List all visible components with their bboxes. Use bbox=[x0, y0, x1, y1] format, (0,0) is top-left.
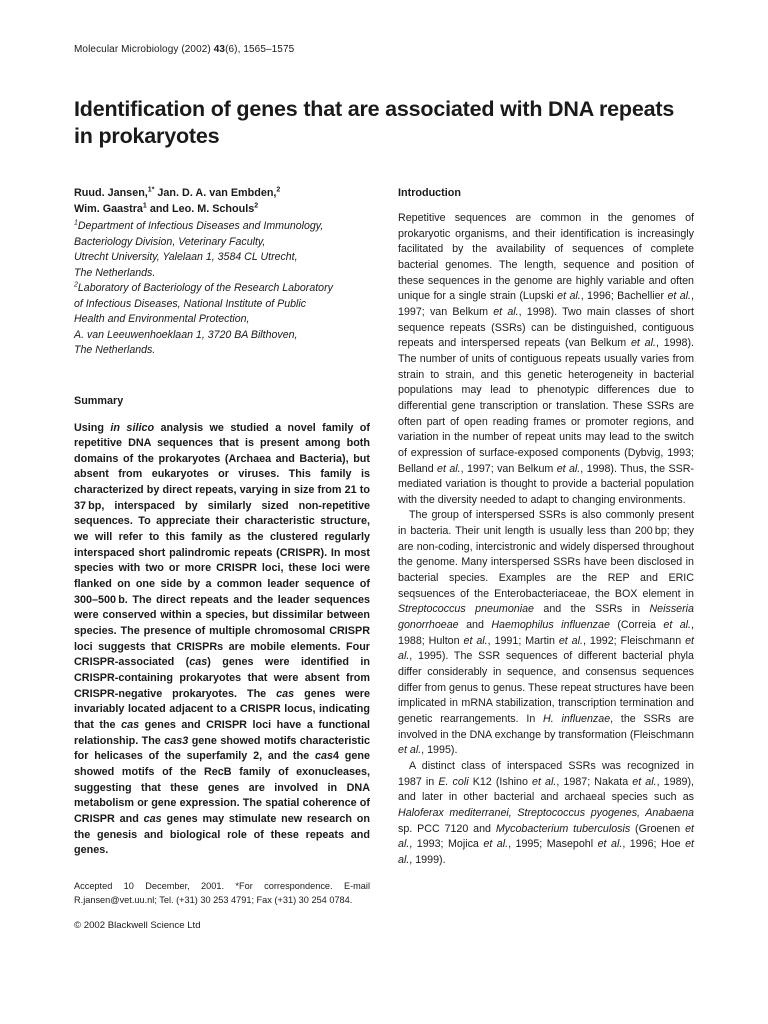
summary-fragment: cas bbox=[143, 812, 162, 825]
text-fragment: et al. bbox=[630, 337, 656, 350]
summary-fragment: 4 gene showed motifs of the RecB family of exonucleases, suggesting that these genes are involved in DNA metabolism or gene expression. The spatial coherence of CRISPR and bbox=[74, 750, 370, 825]
introduction-paragraph-3 bbox=[398, 759, 694, 869]
text-fragment: et al. bbox=[398, 744, 422, 757]
author-name: Wim. Gaastra bbox=[74, 203, 143, 215]
author-name: and Leo. M. Schouls bbox=[146, 203, 255, 215]
summary-fragment: cas bbox=[121, 718, 140, 731]
author-affiliation-mark: 1 bbox=[142, 202, 147, 210]
summary-fragment: Using bbox=[74, 421, 111, 434]
text-fragment: , 1996; Bachellier bbox=[580, 290, 668, 303]
summary-fragment: cas bbox=[314, 750, 333, 763]
author-affiliation-mark: 2 bbox=[276, 186, 281, 194]
text-fragment: Streptococcus pneumoniae bbox=[398, 603, 534, 616]
author-affiliation-mark: 1* bbox=[147, 186, 155, 194]
summary-fragment: genes and CRISPR loci have a functional relationship. The bbox=[74, 718, 370, 747]
affiliation-1 bbox=[74, 219, 370, 281]
text-fragment: H. influenzae bbox=[543, 713, 611, 725]
text-fragment: , 1998). Thus, the SSR-mediated variation is thought to provide a bacterial population with the diversity needed to adapt to changing environments. bbox=[398, 462, 694, 506]
text-fragment: , 1987; Nakata bbox=[556, 775, 633, 788]
text-fragment: et al. bbox=[557, 290, 581, 303]
affiliation-line: A. van Leeuwenhoeklaan 1, 3720 BA Bilthoven, bbox=[74, 328, 298, 341]
text-fragment: and the SSRs in bbox=[533, 603, 650, 616]
summary-fragment: gene showed motifs characteristic for helicases of the superfamily 2, and the bbox=[74, 734, 370, 763]
text-fragment: et al. bbox=[663, 619, 692, 632]
text-fragment: , 1998). The number of units of contiguous repeats usually varies from strain to strain, and this genetic heterogeneity in bacterial populations may lead to phenotypic differences due to differential gene transcription or translation. These SSRs are often part of open reading frames or promoter regions, and variation in the number of repeat units may lead to the switch of expression of surface-exposed components (Dybvig, 1993; Belland bbox=[398, 337, 695, 475]
text-fragment: et al. bbox=[437, 462, 461, 475]
affiliations bbox=[74, 219, 370, 359]
summary-fragment: ) genes were identified in CRISPR-containing prokaryotes that were absent from CRISPR-negative prokaryotes. The bbox=[74, 656, 370, 700]
text-fragment: et al. bbox=[558, 634, 583, 647]
text-fragment: , 1989), and later in other bacterial and archaeal species such as bbox=[398, 775, 694, 804]
author-list bbox=[74, 185, 370, 217]
text-fragment: , 1996; Hoe bbox=[622, 838, 686, 851]
text-fragment: et al. bbox=[398, 822, 694, 851]
affiliation-line: Laboratory of Bacteriology of the Research Laboratory bbox=[77, 282, 333, 294]
summary-fragment: cas bbox=[189, 656, 208, 669]
text-fragment: et al. bbox=[398, 634, 694, 663]
journal-citation bbox=[74, 44, 294, 55]
summary-fragment: genes may stimulate new research on the genesis and biological role of these repeats and genes. bbox=[74, 812, 370, 857]
introduction-paragraph-2 bbox=[398, 508, 694, 759]
text-fragment: sp. PCC 7120 and bbox=[398, 822, 496, 835]
article-title: Identification of genes that are associated with DNA repeats in prokaryotes bbox=[74, 97, 675, 148]
text-fragment: et al. bbox=[556, 462, 581, 475]
text-fragment: , 1997; van Belkum bbox=[398, 290, 694, 318]
text-fragment: A distinct class of interspaced SSRs was recognized in 1987 in bbox=[398, 759, 694, 788]
summary-fragment: genes were invariably located adjacent to a CRISPR locus, indicating that the bbox=[74, 687, 370, 731]
text-fragment: et al. bbox=[483, 838, 509, 851]
text-fragment: , 1999). bbox=[409, 853, 446, 866]
text-fragment: E. coli bbox=[438, 775, 469, 788]
text-fragment: et al. bbox=[463, 634, 488, 647]
text-fragment: , 1988; Hulton bbox=[398, 619, 694, 647]
affiliation-line: Department of Infectious Diseases and Immunology, bbox=[77, 220, 324, 232]
text-fragment: (Groenen bbox=[630, 822, 686, 835]
affiliation-line: The Netherlands. bbox=[74, 266, 156, 279]
text-fragment: , 1995). bbox=[421, 744, 458, 757]
author-name: Jan. D. A. van Embden, bbox=[154, 187, 277, 199]
author-name: Ruud. Jansen, bbox=[74, 187, 148, 199]
affiliation-2 bbox=[74, 281, 370, 359]
affiliation-line: Health and Environmental Protection, bbox=[74, 313, 250, 325]
affiliation-line: of Infectious Diseases, National Institute of Public bbox=[74, 297, 307, 310]
text-fragment: , the SSRs are involved in the DNA exchange by transformation (Fleischmann bbox=[398, 713, 694, 741]
right-column bbox=[398, 185, 694, 869]
text-fragment: Haloferax mediterranei, Streptococcus pyogenes, Anabaena bbox=[398, 806, 694, 819]
journal-pages: (6), 1565–1575 bbox=[225, 44, 295, 55]
text-fragment: , 1995; Masepohl bbox=[508, 838, 598, 851]
summary-heading: Summary bbox=[74, 394, 124, 407]
text-fragment: et al. bbox=[667, 290, 692, 303]
text-fragment: K12 (Ishino bbox=[468, 775, 533, 788]
copyright-notice: © 2002 Blackwell Science Ltd bbox=[74, 919, 201, 931]
summary-fragment: cas3 bbox=[164, 734, 189, 747]
text-fragment: Mycobacterium tuberculosis bbox=[495, 822, 631, 835]
text-fragment: and bbox=[458, 619, 492, 632]
author-affiliation-mark: 2 bbox=[254, 202, 259, 210]
text-fragment: , 1998). Two main classes of short sequence repeats (SSRs) can be distinguished, contiguous repeats and interspersed repeats (van Belkum bbox=[398, 305, 694, 350]
text-fragment: The group of interspersed SSRs is also commonly present in bacteria. Their unit length is usually less than 200 bp; they are non-coding, intercistronic and widely dispersed throughout the genome. Many interspersed SSRs have been disclosed in bacterial species. Examples are the REP and ERIC seqsuences of the Enterobacteriaceae, the BOX element in bbox=[398, 509, 694, 600]
text-fragment: , 1993; Mojica bbox=[409, 838, 484, 851]
summary-fragment: analysis we studied a novel family of repetitive DNA sequences that is present among both domains of the prokaryotes (Archaea and Bacteria), but absent from eukaryotes or viruses. This family is characterized by direct repeats, varying in size from 21 to 37 bp, interspaced by similarly sized non-repetitive sequences. To appreciate their characteristic structure, we will refer to this family as the clustered regularly interspaced short palindromic repeats (CRISPR). In most species with two or more CRISPR loci, these loci were flanked on one side by a common leader sequence of 300–500 b. The direct repeats and the leader sequences were conserved within a species, but dissimilar between species. The presence of multiple chromosomal CRISPR loci suggests that CRISPRs are mobile elements. Four CRISPR-associated ( bbox=[74, 421, 370, 669]
text-fragment: Neisseria gonorrhoeae bbox=[398, 603, 694, 632]
affiliation-number: 2 bbox=[74, 281, 78, 289]
text-fragment: (Correia bbox=[609, 619, 664, 632]
summary-text bbox=[74, 421, 370, 859]
affiliation-line: The Netherlands. bbox=[74, 344, 156, 356]
journal-volume: 43 bbox=[213, 44, 226, 55]
accepted-correspondence-note: Accepted 10 December, 2001. *For correspondence. E-mail R.jansen@vet.uu.nl; Tel. (+31) 30 253 4791; Fax (+31) 30 254 0784. bbox=[74, 880, 370, 905]
text-fragment: , 1992; Fleischmann bbox=[582, 634, 686, 647]
affiliation-line: Bacteriology Division, Veterinary Faculty, bbox=[74, 235, 266, 248]
affiliation-line: Utrecht University, Yalelaan 1, 3584 CL Utrecht, bbox=[74, 251, 298, 263]
text-fragment: , 1991; Martin bbox=[487, 634, 559, 647]
text-fragment: Haemophilus influenzae bbox=[491, 619, 610, 632]
introduction-paragraph-1 bbox=[398, 211, 694, 508]
summary-fragment: in silico bbox=[110, 421, 155, 434]
left-column bbox=[74, 185, 370, 932]
text-fragment: et al. bbox=[532, 775, 557, 788]
text-fragment: , 1997; van Belkum bbox=[460, 462, 557, 475]
text-fragment: , 1995). The SSR sequences of different bacterial phyla differ considerably in sequence, and consensus sequences differ from genus to genus. These repeat structures have been implicated in mRNA stabilization, transcription termination and genetic rearrangements. In bbox=[398, 650, 694, 725]
text-fragment: et al. bbox=[597, 838, 623, 851]
affiliation-number: 1 bbox=[74, 219, 78, 227]
text-fragment: et al. bbox=[632, 775, 657, 788]
introduction-heading: Introduction bbox=[398, 187, 461, 199]
text-fragment: et al. bbox=[493, 305, 519, 318]
text-fragment: Repetitive sequences are common in the genomes of prokaryotic organisms, and their identification is increasingly facilitated by the availability of sequences of complete bacterial genomes. The length, sequence and position of these sequences in the genome are highly variable and often unique for a single strain (Lupski bbox=[398, 212, 694, 303]
text-fragment: et al. bbox=[398, 838, 695, 866]
summary-fragment: cas bbox=[276, 687, 295, 700]
journal-name: Molecular Microbiology (2002) bbox=[74, 44, 214, 55]
